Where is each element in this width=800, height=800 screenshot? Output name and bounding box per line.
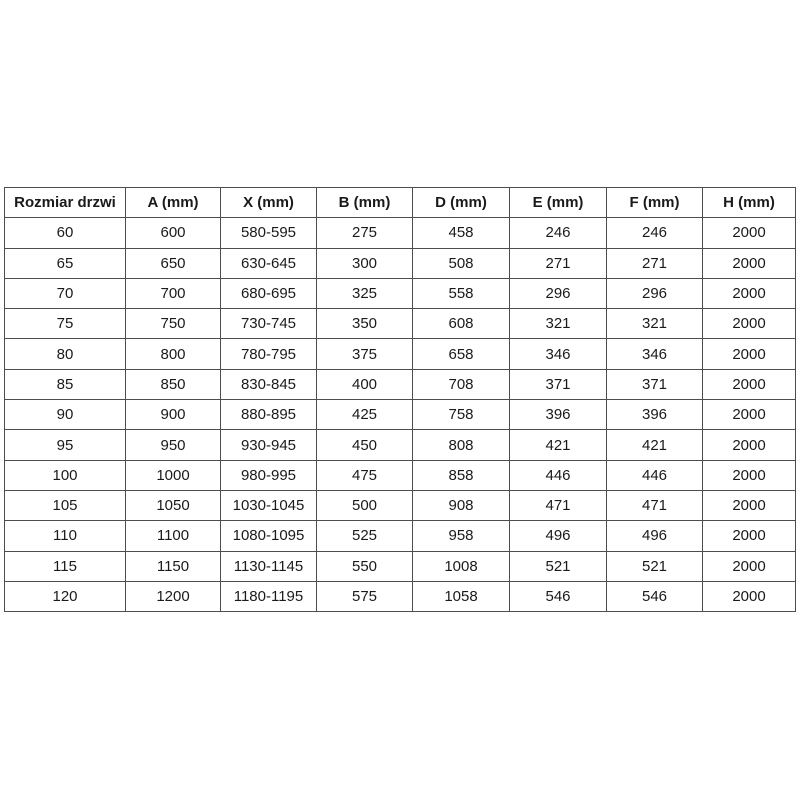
table-cell: 1180-1195	[221, 581, 317, 611]
table-cell: 858	[413, 460, 510, 490]
table-cell: 558	[413, 278, 510, 308]
header-f-mm: F (mm)	[607, 188, 703, 218]
table-cell: 958	[413, 521, 510, 551]
table-row	[5, 460, 796, 490]
table-cell: 85	[5, 369, 126, 399]
table-cell: 525	[317, 521, 413, 551]
table-cell: 321	[607, 309, 703, 339]
table-cell: 908	[413, 490, 510, 520]
table-row	[5, 521, 796, 551]
table-cell: 475	[317, 460, 413, 490]
table-cell: 60	[5, 218, 126, 248]
table-cell: 580-595	[221, 218, 317, 248]
table-cell: 2000	[703, 278, 796, 308]
table-cell: 1058	[413, 581, 510, 611]
table-cell: 271	[510, 248, 607, 278]
table-cell: 630-645	[221, 248, 317, 278]
table-cell: 500	[317, 490, 413, 520]
table-row	[5, 400, 796, 430]
header-e-mm: E (mm)	[510, 188, 607, 218]
table-cell: 396	[607, 400, 703, 430]
table-cell: 496	[607, 521, 703, 551]
table-cell: 246	[510, 218, 607, 248]
table-cell: 980-995	[221, 460, 317, 490]
table-cell: 2000	[703, 430, 796, 460]
table-cell: 75	[5, 309, 126, 339]
table-cell: 600	[126, 218, 221, 248]
table-cell: 110	[5, 521, 126, 551]
table-cell: 321	[510, 309, 607, 339]
table-cell: 730-745	[221, 309, 317, 339]
table-row	[5, 309, 796, 339]
table-cell: 296	[510, 278, 607, 308]
table-row	[5, 248, 796, 278]
table-cell: 700	[126, 278, 221, 308]
table-cell: 65	[5, 248, 126, 278]
table-cell: 471	[510, 490, 607, 520]
table-row	[5, 581, 796, 611]
table-cell: 346	[607, 339, 703, 369]
header-b-mm: B (mm)	[317, 188, 413, 218]
table-cell: 750	[126, 309, 221, 339]
table-cell: 120	[5, 581, 126, 611]
table-cell: 115	[5, 551, 126, 581]
table-cell: 450	[317, 430, 413, 460]
header-rozmiar-drzwi: Rozmiar drzwi	[5, 188, 126, 218]
table-row	[5, 278, 796, 308]
table-cell: 608	[413, 309, 510, 339]
table-cell: 70	[5, 278, 126, 308]
table-cell: 780-795	[221, 339, 317, 369]
door-size-spec-table	[4, 187, 796, 612]
table-cell: 521	[607, 551, 703, 581]
table-cell: 421	[607, 430, 703, 460]
header-x-mm: X (mm)	[221, 188, 317, 218]
table-cell: 100	[5, 460, 126, 490]
table-cell: 400	[317, 369, 413, 399]
table-cell: 1050	[126, 490, 221, 520]
table-cell: 808	[413, 430, 510, 460]
table-cell: 1130-1145	[221, 551, 317, 581]
table-cell: 930-945	[221, 430, 317, 460]
table-cell: 421	[510, 430, 607, 460]
table-cell: 880-895	[221, 400, 317, 430]
table-cell: 830-845	[221, 369, 317, 399]
table-cell: 350	[317, 309, 413, 339]
table-cell: 800	[126, 339, 221, 369]
table-cell: 2000	[703, 581, 796, 611]
table-row	[5, 430, 796, 460]
table-body	[5, 218, 796, 612]
table-cell: 2000	[703, 490, 796, 520]
table-cell: 950	[126, 430, 221, 460]
table-cell: 346	[510, 339, 607, 369]
table-cell: 325	[317, 278, 413, 308]
table-cell: 2000	[703, 248, 796, 278]
table-row	[5, 339, 796, 369]
table-cell: 2000	[703, 460, 796, 490]
table-cell: 300	[317, 248, 413, 278]
table-row	[5, 490, 796, 520]
table-cell: 446	[607, 460, 703, 490]
table-cell: 105	[5, 490, 126, 520]
table-cell: 396	[510, 400, 607, 430]
table-cell: 2000	[703, 339, 796, 369]
table-cell: 850	[126, 369, 221, 399]
table-cell: 658	[413, 339, 510, 369]
table-cell: 546	[510, 581, 607, 611]
header-row	[5, 188, 796, 218]
table-row	[5, 369, 796, 399]
table-cell: 521	[510, 551, 607, 581]
table-cell: 900	[126, 400, 221, 430]
table-cell: 425	[317, 400, 413, 430]
table-cell: 508	[413, 248, 510, 278]
table-cell: 758	[413, 400, 510, 430]
table-cell: 708	[413, 369, 510, 399]
table-cell: 2000	[703, 551, 796, 581]
table-cell: 371	[607, 369, 703, 399]
table-cell: 680-695	[221, 278, 317, 308]
table-cell: 80	[5, 339, 126, 369]
table-cell: 1150	[126, 551, 221, 581]
table-cell: 1200	[126, 581, 221, 611]
table-cell: 246	[607, 218, 703, 248]
table-cell: 275	[317, 218, 413, 248]
header-h-mm: H (mm)	[703, 188, 796, 218]
table-cell: 458	[413, 218, 510, 248]
table-cell: 371	[510, 369, 607, 399]
table-cell: 575	[317, 581, 413, 611]
table-cell: 375	[317, 339, 413, 369]
table-cell: 1080-1095	[221, 521, 317, 551]
table-cell: 546	[607, 581, 703, 611]
table-row	[5, 551, 796, 581]
header-d-mm: D (mm)	[413, 188, 510, 218]
table-cell: 650	[126, 248, 221, 278]
table-cell: 1100	[126, 521, 221, 551]
header-a-mm: A (mm)	[126, 188, 221, 218]
table-cell: 471	[607, 490, 703, 520]
table-cell: 550	[317, 551, 413, 581]
table-row	[5, 218, 796, 248]
table-cell: 2000	[703, 218, 796, 248]
table-cell: 2000	[703, 400, 796, 430]
table-cell: 296	[607, 278, 703, 308]
table-cell: 2000	[703, 309, 796, 339]
table-cell: 95	[5, 430, 126, 460]
table-cell: 90	[5, 400, 126, 430]
table-cell: 2000	[703, 521, 796, 551]
table-cell: 1000	[126, 460, 221, 490]
table-cell: 1030-1045	[221, 490, 317, 520]
table-cell: 446	[510, 460, 607, 490]
table-cell: 2000	[703, 369, 796, 399]
table-cell: 271	[607, 248, 703, 278]
table-cell: 496	[510, 521, 607, 551]
table-cell: 1008	[413, 551, 510, 581]
table-header	[5, 188, 796, 218]
